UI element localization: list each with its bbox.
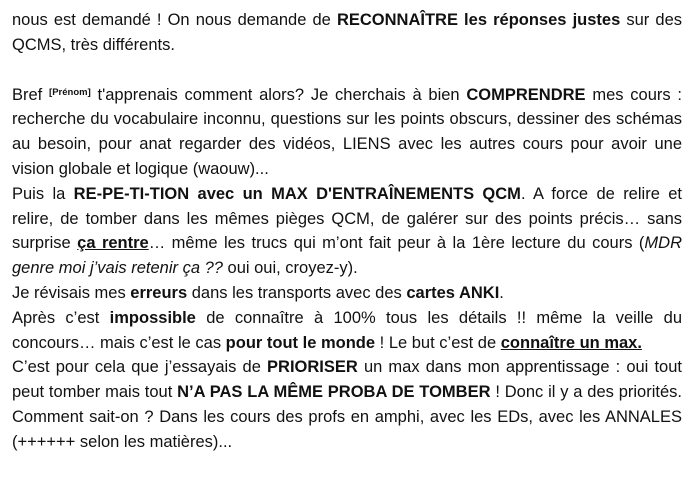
emphasis-proba: N’A PAS LA MÊME PROBA DE TOMBER <box>177 383 491 402</box>
text-run: C’est pour cela que j’essayais de <box>12 358 268 377</box>
text-run: dans les transports avec des <box>187 283 407 302</box>
emphasis-comprendre: COMPRENDRE <box>466 85 586 104</box>
emphasis-ca-rentre: ça rentre <box>77 234 149 253</box>
emphasis-connaitre-un-max: connaître un max. <box>500 333 642 352</box>
emphasis-tout-le-monde: pour tout le monde <box>225 333 376 352</box>
emphasis-cartes-anki: cartes ANKI <box>406 283 500 302</box>
text-run: ! Le but c’est de <box>375 333 501 352</box>
text-run: . A force de relire et relire, de tomber dans les mêmes pièges QCM, de galérer sur des points précis… sans surprise <box>12 184 682 253</box>
text-run: . <box>499 283 504 302</box>
emphasis-impossible: impossible <box>109 308 196 327</box>
paragraph-erreurs <box>12 281 682 306</box>
paragraph-impossible <box>12 306 682 356</box>
emphasis-prioriser: PRIORISER <box>267 358 358 377</box>
emphasis-repetition: RE-PE-TI-TION avec un MAX D'ENTRAÎNEMENTS QCM <box>73 184 521 203</box>
text-run: Après c’est <box>12 308 110 327</box>
emphasis-reconnaitre: RECONNAÎTRE les réponses justes <box>336 11 621 29</box>
text-run: Bref <box>12 85 50 104</box>
paragraph-comprendre <box>12 83 682 182</box>
text-run: sur des QCMS, très différents. <box>12 11 682 54</box>
paragraph-intro <box>12 8 682 58</box>
text-run: … même les trucs qui m’ont fait peur à la 1ère lecture du cours ( <box>148 234 645 253</box>
text-run: nous est demandé ! On nous demande de <box>12 11 337 29</box>
text-run: t'apprenais comment alors? Je cherchais à bien <box>90 85 467 104</box>
paragraph-prioriser <box>12 355 682 454</box>
document-body <box>12 8 682 455</box>
text-run: Puis la <box>12 184 74 203</box>
text-run: de connaître à 100% tous les détails !! même la veille du concours… mais c’est le cas <box>12 308 682 352</box>
text-run: un max dans mon apprentissage : oui tout peut tomber mais tout <box>12 358 682 402</box>
text-run: ! Donc il y a des priorités. Comment sait-on ? Dans les cours des profs en amphi, avec les EDs, avec les ANNALES (++++++ selon les matières)... <box>12 383 682 451</box>
text-run: Je révisais mes <box>12 283 131 302</box>
text-run: mes cours : recherche du vocabulaire inconnu, questions sur les points obscurs, dessiner des schémas au besoin, pour anat regarder des vidéos, LIENS avec les autres cours pour avoir une vision globale et logique (waouw)... <box>12 85 682 178</box>
emphasis-erreurs: erreurs <box>130 283 188 302</box>
text-run: oui oui, croyez-y). <box>222 259 358 278</box>
italic-aside: MDR genre moi j’vais retenir ça ?? <box>12 234 682 278</box>
name-placeholder-tag: [Prénom] <box>49 86 91 98</box>
paragraph-spacer <box>12 58 682 83</box>
paragraph-repetition <box>12 182 682 281</box>
